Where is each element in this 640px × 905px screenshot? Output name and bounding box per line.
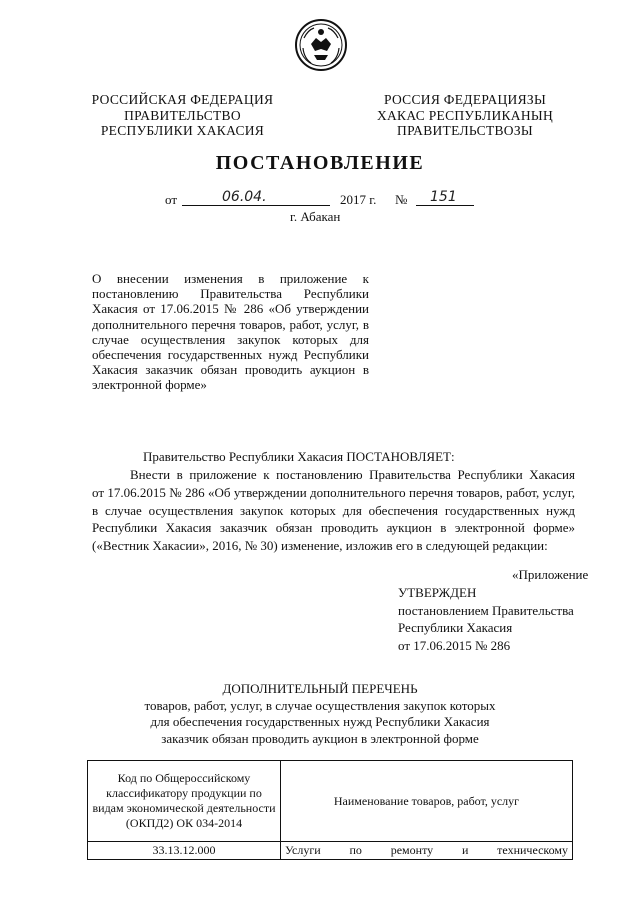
header-left-block <box>80 92 285 139</box>
number-sign: № <box>395 192 408 207</box>
table-header-name: Наименование товаров, работ, услуг <box>281 761 573 842</box>
list-title-block <box>0 681 640 747</box>
codes-table <box>87 760 573 860</box>
header-right-line: РОССИЯ ФЕДЕРАЦИЯЗЫ <box>383 92 547 107</box>
date-prefix: от <box>165 192 178 207</box>
paragraph-first-line: Внести в приложение к постановлению Правительства Республики Хакасия <box>130 467 575 482</box>
header-left-line: ПРАВИТЕЛЬСТВО <box>124 107 241 123</box>
approval-line: от 17.06.2015 № 286 <box>398 637 511 653</box>
date-year: 2017 г. <box>340 192 377 207</box>
number-handwritten: 151 <box>430 189 457 205</box>
approval-block <box>398 584 598 654</box>
date-handwritten: 06.04. <box>222 189 267 205</box>
decree-line: Правительство Республики Хакасия ПОСТАНОВЛЯЕТ: <box>143 449 455 464</box>
city: г. Абакан <box>290 209 341 224</box>
list-title-line: для обеспечения государственных нужд Республики Хакасия <box>150 714 490 729</box>
table-cell-name: Услуги по ремонту и техническому <box>281 842 573 860</box>
list-title-line: заказчик обязан проводить аукцион в электронной форме <box>161 730 479 746</box>
table-header-code: Код по Общероссийскому классификатору продукции по видам экономической деятельности (ОКПД2) ОК 034-2014 <box>88 761 281 842</box>
approval-line: постановлением Правительства <box>398 602 574 618</box>
header-right-block <box>365 92 565 139</box>
number-underline <box>416 205 474 206</box>
date-underline <box>182 205 330 206</box>
document-title: ПОСТАНОВЛЕНИЕ <box>215 152 425 174</box>
header-right-line: ХАКАС РЕСПУБЛИКАНЫҢ <box>376 107 554 123</box>
header-left-line: РЕСПУБЛИКИ ХАКАСИЯ <box>100 123 265 138</box>
coat-of-arms-emblem <box>294 18 348 72</box>
table-header-row <box>88 761 573 842</box>
table-row <box>88 842 573 860</box>
approval-line: Республики Хакасия <box>398 620 513 635</box>
table-cell-code: 33.13.12.000 <box>88 842 281 860</box>
appendix-label: «Приложение <box>512 567 589 582</box>
paragraph-body: от 17.06.2015 № 286 «Об утверждении дополнительного перечня товаров, работ, услуг, в случае осуществления закупок которых для обеспечения государственных нужд Республики Хакасия заказчик обязан проводить аукцион в электронной форме» («Вестник Хакасии», 2016, № 30) изменение, изложив его в следующей редакции: <box>92 485 575 553</box>
list-heading: ДОПОЛНИТЕЛЬНЫЙ ПЕРЕЧЕНЬ <box>222 681 418 696</box>
header-left-line: РОССИЙСКАЯ ФЕДЕРАЦИЯ <box>91 92 274 107</box>
list-title-line: товаров, работ, услуг, в случае осуществления закупок которых <box>144 697 496 713</box>
approval-line: УТВЕРЖДЕН <box>398 585 477 600</box>
header-right-line: ПРАВИТЕЛЬСТВОЗЫ <box>397 123 533 138</box>
document-subject: О внесении изменения в приложение к постановлению Правительства Республики Хакасия от 17.06.2015 № 286 «Об утверждении дополнительного перечня товаров, работ, услуг, в случае осуществления закупок которых для обеспечения государственных нужд Республики Хакасия заказчик обязан проводить аукцион в электронной форме» <box>92 271 369 393</box>
